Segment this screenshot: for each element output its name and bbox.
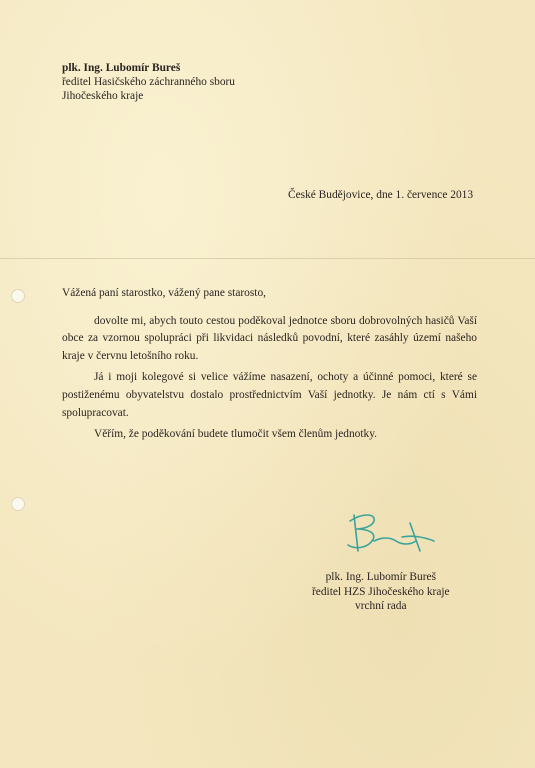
punch-hole-bottom [11,497,25,511]
date-line: České Budějovice, dne 1. července 2013 [288,189,474,201]
signoff-block [312,570,450,614]
signoff-rank: vrchní rada [355,600,407,612]
signature-icon [340,507,440,559]
paper-fold-line [0,258,535,259]
paragraph-3: Věřím, že poděkování budete tlumočit všem členům jednotky. [94,428,378,441]
signoff-title: ředitel HZS Jihočeského kraje [312,585,450,598]
paragraph-1: dovolte mi, abych touto cestou poděkoval jednotce sboru dobrovolných hasičů Vaší obce za vzornou spolupráci při likvidaci následků povodní, které zasáhly území našeho kraje v červnu letošního roku. [62,314,477,362]
signoff-name: plk. Ing. Lubomír Bureš [325,571,437,583]
punch-hole-top [11,289,25,303]
sender-region: Jihočeského kraje [62,90,144,102]
sender-title: ředitel Hasičského záchranného sboru [62,76,236,88]
sender-block [62,61,235,103]
letter-body [62,285,477,448]
sender-name: plk. Ing. Lubomír Bureš [62,62,181,74]
paragraph-2: Já i moji kolegové si velice vážíme nasazení, ochoty a účinné pomoci, které se postiženému obyvatelstvu dostalo prostřednictvím Vaší jednotky. Je nám ctí s Vámi spolupracovat. [62,371,477,419]
salutation: Vážená paní starostko, vážený pane starosto, [62,287,267,299]
